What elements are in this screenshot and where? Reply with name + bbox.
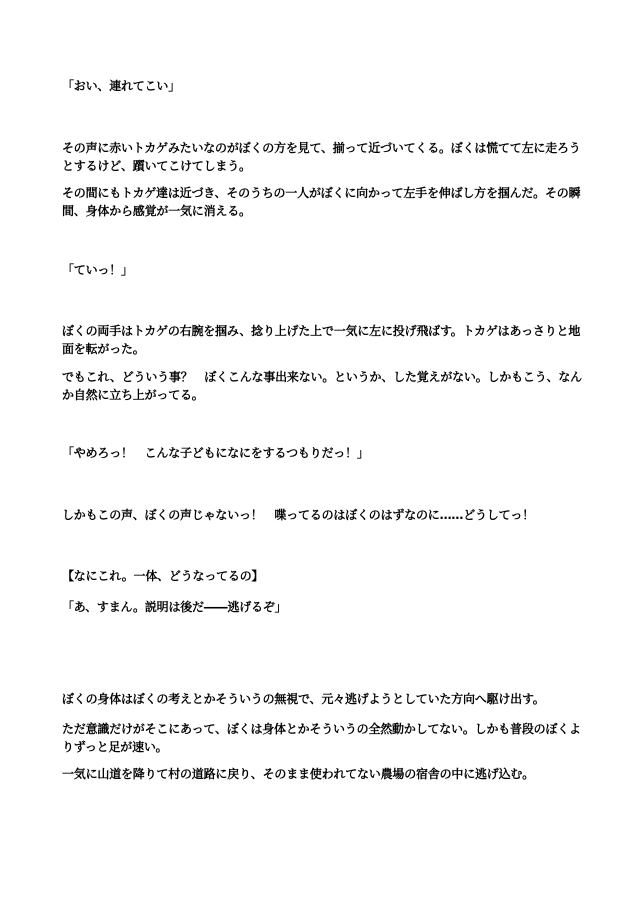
paragraph-7: 「やめろっ！ こんな子どもになにをするつもりだっ！」 [62,446,369,460]
paragraph-12: ただ意識だけがそこにあって、ぼくは身体とかそういうの全然動かしてない。しかも普段のぼくよりずっと足が速い。 [62,722,581,754]
paragraph-4: 「ていっ！」 [62,263,133,277]
paragraph-2: その声に赤いトカゲみたいなのがぼくの方を見て、揃って近づいてくる。ぼくは慌てて左に走ろうとするけど、躓いてこけてしまう。 [62,141,581,173]
paragraph-1: 「おい、連れてこい」 [62,79,181,93]
paragraph-8: しかもこの声、ぼくの声じゃないっ！ 喋ってるのはぼくのはずなのに……どうしてっ！ [62,508,535,522]
paragraph-5: ぼくの両手はトカゲの右腕を掴み、捻り上げた上で一気に左に投げ飛ばす。トカゲはあっさりと地面を転がった。 [62,324,581,356]
paragraph-3: その間にもトカゲ達は近づき、そのうちの一人がぼくに向かって左手を伸ばし方を掴んだ。その瞬間、身体から感覚が一気に消える。 [62,186,581,218]
paragraph-13: 一気に山道を降りて村の道路に戻り、そのまま使われてない農場の宿舎の中に逃げ込む。 [62,767,535,781]
paragraph-6: でもこれ、どういう事？ ぼくこんな事出来ない。というか、した覚えがない。しかもこう、なんか自然に立ち上がってる。 [62,370,582,402]
paragraph-11: ぼくの身体はぼくの考えとかそういうの無視で、元々逃げようとしていた方向へ駆け出す。 [62,692,545,706]
paragraph-10: 「あ、すまん。説明は後だ――逃げるぞ」 [62,600,287,614]
paragraph-9: 【なにこれ。一体、どうなってるの】 [62,569,264,583]
